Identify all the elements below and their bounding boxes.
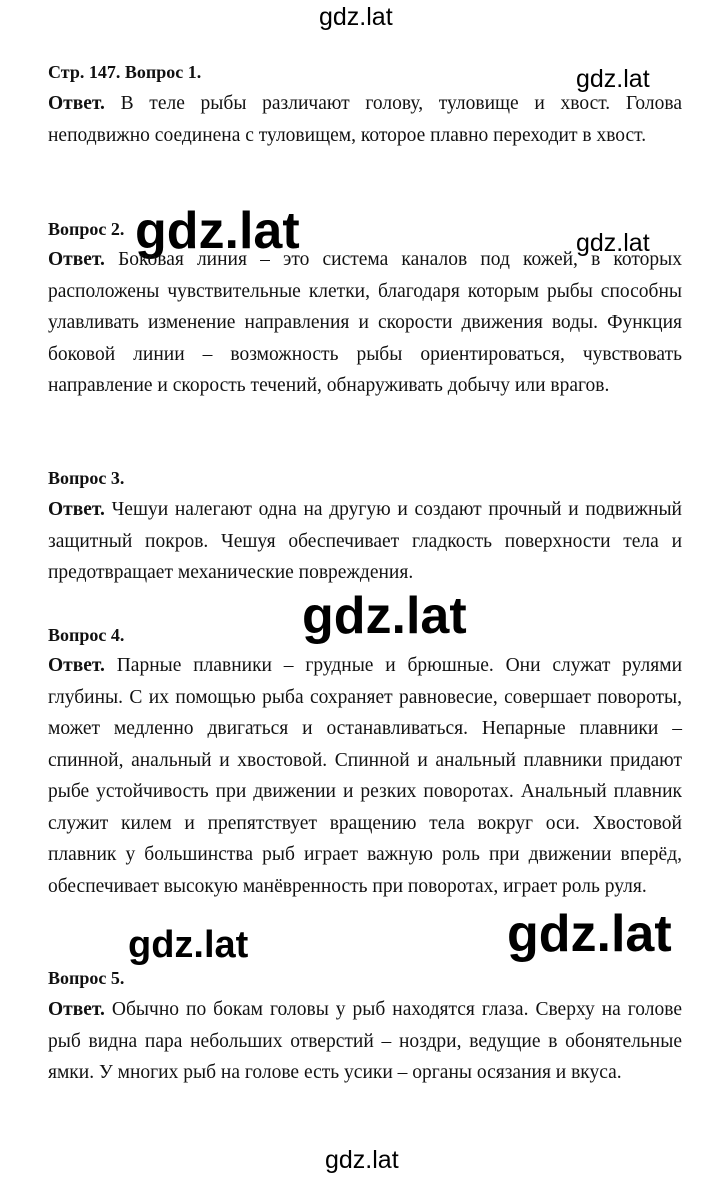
watermark-q5-right: gdz.lat [507, 905, 672, 963]
question-4-heading: Вопрос 4. [48, 625, 125, 645]
question-3-answer [48, 494, 682, 589]
question-3-heading: Вопрос 3. [48, 468, 125, 488]
answer-label: Ответ. [48, 249, 105, 270]
answer-label: Ответ. [48, 93, 105, 114]
answer-label: Ответ. [48, 499, 105, 520]
question-4-answer [48, 650, 682, 902]
watermark-top: gdz.lat [319, 3, 393, 31]
watermark-q4: gdz.lat [302, 587, 467, 645]
watermark-q1: gdz.lat [576, 65, 650, 93]
question-2-answer [48, 244, 682, 402]
answer-text: Чешуи налегают одна на другую и создают прочный и подвижный защитный покров. Чешуя обеспечивает гладкость поверхности тела и предотвращает механические повреждения. [48, 499, 682, 583]
watermark-q5-left: gdz.lat [128, 924, 249, 966]
answer-label: Ответ. [48, 999, 105, 1020]
answer-text: Обычно по бокам головы у рыб находятся глаза. Сверху на голове рыб видна пара небольших отверстий – ноздри, ведущие в обонятельные ямки. У многих рыб на голове есть усики – органы осязания и вкуса. [48, 999, 683, 1083]
answer-label: Ответ. [48, 655, 105, 676]
watermark-q2-large: gdz.lat [135, 202, 300, 260]
answer-text: Боковая линия – это система каналов под кожей, в которых расположены чувствительные клетки, благодаря которым рыбы способны улавливать изменение направления и скорости движения воды. Функция боковой линии – возможность рыбы ориентироваться, чувствовать направление и скорость течений, обнаруживать добычу или врагов. [48, 249, 682, 396]
question-1-heading: Стр. 147. Вопрос 1. [48, 62, 202, 82]
watermark-bottom: gdz.lat [325, 1146, 399, 1174]
question-1-answer [48, 88, 682, 151]
question-5-heading: Вопрос 5. [48, 968, 125, 988]
watermark-q2-small: gdz.lat [576, 229, 650, 257]
question-2-heading: Вопрос 2. [48, 219, 125, 239]
answer-text: Парные плавники – грудные и брюшные. Они служат рулями глубины. С их помощью рыба сохраняет равновесие, совершает повороты, может медленно двигаться и останавливаться. Непарные плавники – спинной, анальный и хвостовой. Спинной и анальный плавники придают рыбе устойчивость при движении и резких поворотах. Анальный плавник служит килем и препятствует вращению тела вокруг оси. Хвостовой плавник у большинства рыб играет важную роль при движении вперёд, обеспечивает высокую манёвренность при поворотах, играет роль руля. [48, 655, 682, 897]
question-5-answer [48, 994, 682, 1089]
answer-text: В теле рыбы различают голову, туловище и хвост. Голова неподвижно соединена с туловищем, которое плавно переходит в хвост. [48, 93, 682, 146]
